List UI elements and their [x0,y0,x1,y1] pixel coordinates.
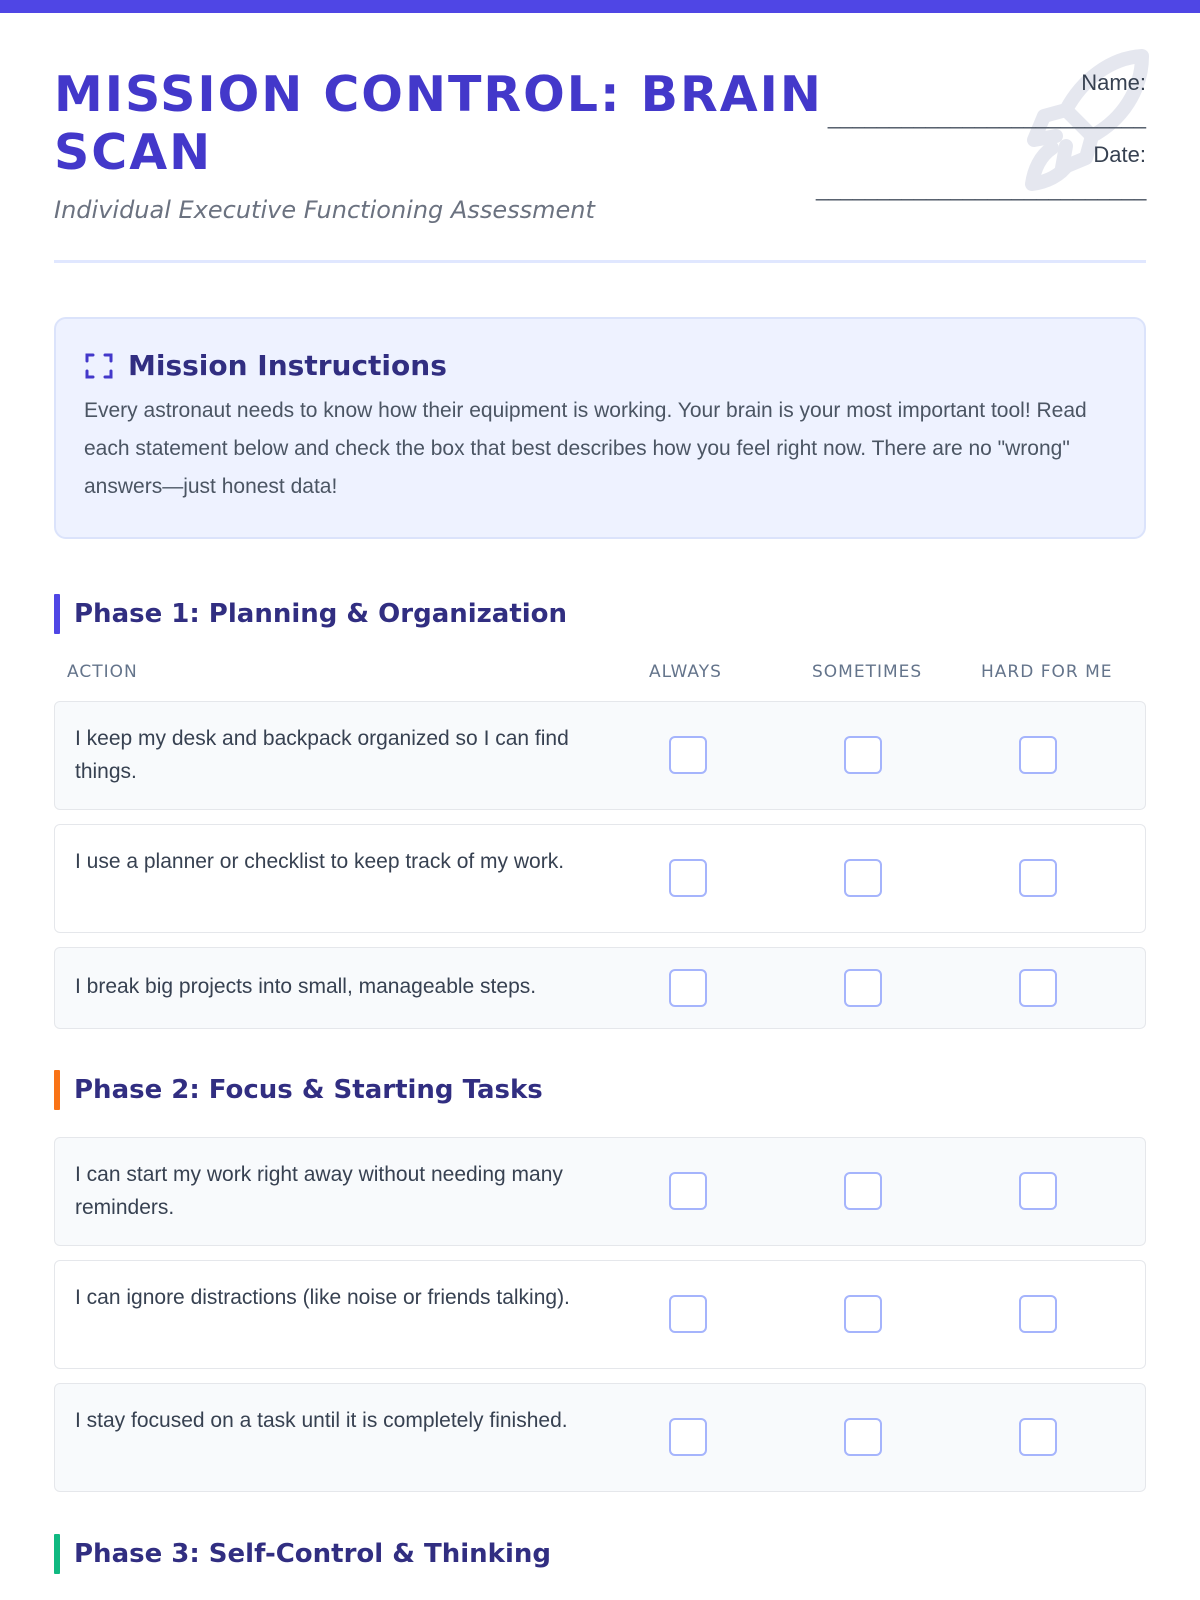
col-hard: HARD FOR ME [981,662,1113,682]
instructions-body: Every astronaut needs to know how their equipment is working. Your brain is your most important tool! Read each statement below and check the box that best describes how you feel right now. There are no "wrong" answers—just honest data! [84,399,1087,498]
student-info [816,66,1146,206]
checkbox-sometimes[interactable] [844,736,882,774]
checkbox-always[interactable] [669,1295,707,1333]
checkbox-always[interactable] [669,1418,707,1456]
col-action: ACTION [67,662,138,682]
checkbox-hard[interactable] [1019,969,1057,1007]
statement-text: I can ignore distractions (like noise or friends talking). [75,1286,570,1309]
col-sometimes: SOMETIMES [812,662,923,682]
phase-1-title: Phase 1: Planning & Organization [74,599,568,629]
checkbox-hard[interactable] [1019,1418,1057,1456]
checkbox-sometimes[interactable] [844,859,882,897]
checkbox-sometimes[interactable] [844,1418,882,1456]
top-accent-bar [0,0,1200,13]
phase-2-marker [54,1070,60,1110]
phase-3-title: Phase 3: Self-Control & Thinking [74,1539,551,1569]
phase-3-heading [54,1534,551,1574]
table-row [54,1260,1146,1369]
statement-text: I stay focused on a task until it is completely finished. [75,1409,568,1432]
name-field[interactable] [816,66,1146,134]
checkbox-always[interactable] [669,736,707,774]
instructions-box [54,317,1146,539]
checkbox-always[interactable] [669,1172,707,1210]
checkbox-hard[interactable] [1019,1295,1057,1333]
statement-text: I can start my work right away without needing many reminders. [75,1163,563,1219]
table-row [54,1137,1146,1246]
statement-text: I break big projects into small, manageable steps. [75,975,537,998]
phase-3-marker [54,1534,60,1574]
statement-text: I keep my desk and backpack organized so I can find things. [75,727,569,783]
checkbox-sometimes[interactable] [844,969,882,1007]
instructions-title: Mission Instructions [128,349,447,382]
checkbox-always[interactable] [669,859,707,897]
header-divider [54,260,1146,263]
phase-2-heading [54,1070,543,1110]
phase-2-title: Phase 2: Focus & Starting Tasks [74,1075,543,1105]
name-label: Name: [1081,70,1146,95]
table-row [54,701,1146,810]
phase-1-heading [54,594,567,634]
table-row [54,1383,1146,1492]
checkbox-sometimes[interactable] [844,1172,882,1210]
statement-text: I use a planner or checklist to keep track of my work. [75,850,565,873]
date-label: Date: [1093,142,1146,167]
instructions-header [84,349,1116,382]
checkbox-hard[interactable] [1019,1172,1057,1210]
date-blank-line[interactable]: ___________________________ [816,176,1147,201]
checkbox-always[interactable] [669,969,707,1007]
page-title: MISSION CONTROL: BRAIN SCAN [54,66,823,181]
table-row [54,947,1146,1029]
checkbox-sometimes[interactable] [844,1295,882,1333]
name-blank-line[interactable]: __________________________ [827,104,1146,129]
table-row [54,824,1146,933]
phase-1-marker [54,594,60,634]
col-always: ALWAYS [649,662,722,682]
scan-icon [84,351,114,381]
date-field[interactable] [816,138,1146,206]
page-subtitle: Individual Executive Functioning Assessment [54,196,595,224]
checkbox-hard[interactable] [1019,859,1057,897]
checkbox-hard[interactable] [1019,736,1057,774]
